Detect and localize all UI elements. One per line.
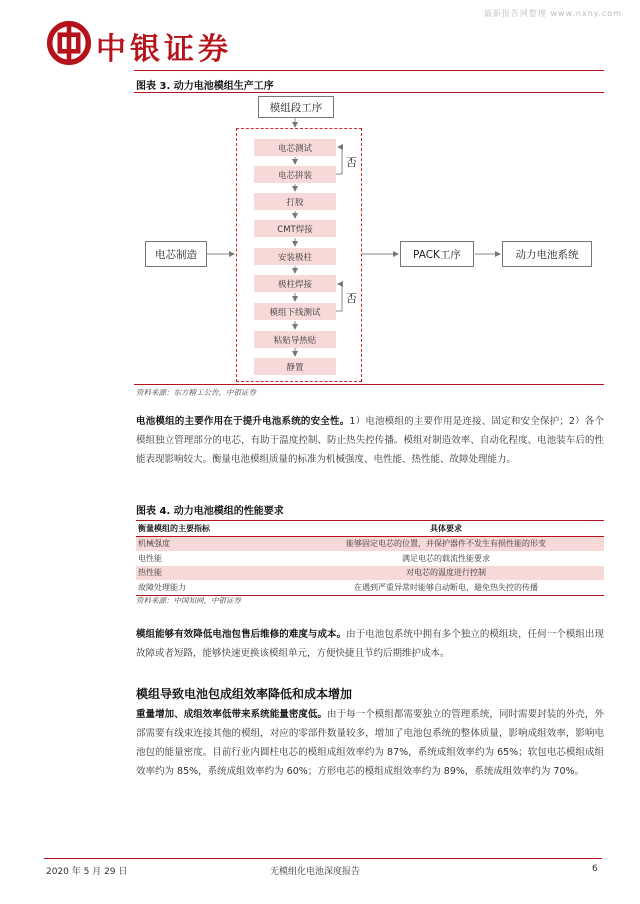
table-header-row bbox=[136, 520, 604, 537]
battery-system-box: 动力电池系统 bbox=[502, 241, 592, 267]
table-header-metric: 衡量模组的主要指标 bbox=[138, 523, 210, 533]
footer-report-title: 无模组化电池深度报告 bbox=[270, 867, 361, 877]
step-install-terminal: 安装极柱 bbox=[254, 248, 336, 265]
performance-table bbox=[136, 520, 604, 596]
paragraph-maintenance-body: 由于电池包系统中拥有多个独立的模组块，任何一个模组出现故障或者短路，能够快速更换该模组单元，方便快捷且节约后期维护成本。 bbox=[136, 629, 604, 659]
table-cell: 能够固定电芯的位置，并保护器件不发生有损性能的形变 bbox=[346, 539, 546, 549]
paragraph-maintenance bbox=[136, 625, 604, 663]
table4-title: 图表 4. 动力电池模组的性能要求 bbox=[136, 506, 284, 517]
table-cell: 机械强度 bbox=[138, 539, 170, 549]
step-thermal-pad: 粘贴导热贴 bbox=[254, 331, 336, 348]
table-cell: 故障处理能力 bbox=[138, 582, 186, 592]
reject-label-2: 否 bbox=[346, 292, 357, 305]
footer-date: 2020 年 5 月 29 日 bbox=[46, 867, 128, 877]
section-heading: 模组导致电池包成组效率降低和成本增加 bbox=[136, 687, 353, 701]
paragraph-module-safety-lead: 电池模组的主要作用在于提升电池系统的安全性。 bbox=[136, 416, 350, 427]
footer-rule bbox=[44, 858, 602, 859]
table-header-requirement: 具体要求 bbox=[430, 523, 462, 533]
table-row bbox=[136, 537, 604, 552]
paragraph-maintenance-lead: 模组能够有效降低电池包售后维修的难度与成本。 bbox=[136, 629, 347, 640]
paragraph-efficiency-body: 由于每一个模组都需要独立的管理系统，同时需要封装的外壳，外部需要有线束连接其他的模组，对应的零部件数量较多，增加了电池包系统的整体质量，影响成组效率，影响电池包的能量密度。目前行业内圆柱电芯的模组成组效率约为 87%，系统成组效率约为 65%；软包电芯模组成组效率约为 85%，系统成组效率约为 60%；方形电芯的模组成组效率约为 89%，系统成组效率约为 70%。 bbox=[136, 709, 604, 777]
stage-label-box: 模组段工序 bbox=[258, 96, 334, 118]
table-row bbox=[136, 551, 604, 566]
step-rest: 静置 bbox=[254, 358, 336, 375]
step-module-test: 模组下线测试 bbox=[254, 303, 336, 320]
figure3-bottom-rule bbox=[134, 384, 604, 385]
step-cell-assembly: 电芯拼装 bbox=[254, 166, 336, 183]
step-cell-test: 电芯测试 bbox=[254, 139, 336, 156]
watermark: 最新报告网整理 www.nxny.com bbox=[483, 9, 622, 18]
reject-label-1: 否 bbox=[346, 156, 357, 169]
table-cell: 满足电芯的载流性能要求 bbox=[402, 553, 490, 563]
paragraph-module-safety-body: 1）电池模组的主要作用是连接、固定和安全保护；2）各个模组独立管理部分的电芯，有助于温度控制、防止热失控传播。模组对制造效率、自动化程度、电池装车后的性能表现影响较大。衡量电池模组质量的标准为机械强度、电性能、热性能、故障处理能力。 bbox=[136, 416, 604, 465]
cell-making-box: 电芯制造 bbox=[145, 241, 207, 267]
table-cell: 对电芯的温度进行控制 bbox=[406, 568, 486, 578]
footer-page-number: 6 bbox=[592, 864, 598, 874]
paragraph-module-safety bbox=[136, 412, 604, 469]
table-row bbox=[136, 566, 604, 581]
figure3-title: 图表 3. 动力电池模组生产工序 bbox=[136, 81, 274, 92]
table-cell: 热性能 bbox=[138, 568, 162, 578]
pack-process-box: PACK工序 bbox=[400, 241, 474, 267]
figure3-source: 资料来源：东方精工公告，中银证券 bbox=[136, 388, 256, 397]
step-gluing: 打胶 bbox=[254, 193, 336, 210]
table-cell: 在遇到严重异常时能够自动断电，避免热失控的传播 bbox=[354, 582, 538, 592]
step-cmt-welding: CMT焊接 bbox=[254, 220, 336, 237]
table-cell: 电性能 bbox=[138, 553, 162, 563]
table4-source: 资料来源：中国知网，中银证券 bbox=[136, 596, 241, 605]
table-row bbox=[136, 580, 604, 596]
step-terminal-welding: 极柱焊接 bbox=[254, 275, 336, 292]
paragraph-efficiency bbox=[136, 705, 604, 781]
paragraph-efficiency-lead: 重量增加、成组效率低带来系统能量密度低。 bbox=[136, 709, 328, 720]
brand-name: 中银证券 bbox=[96, 32, 232, 67]
